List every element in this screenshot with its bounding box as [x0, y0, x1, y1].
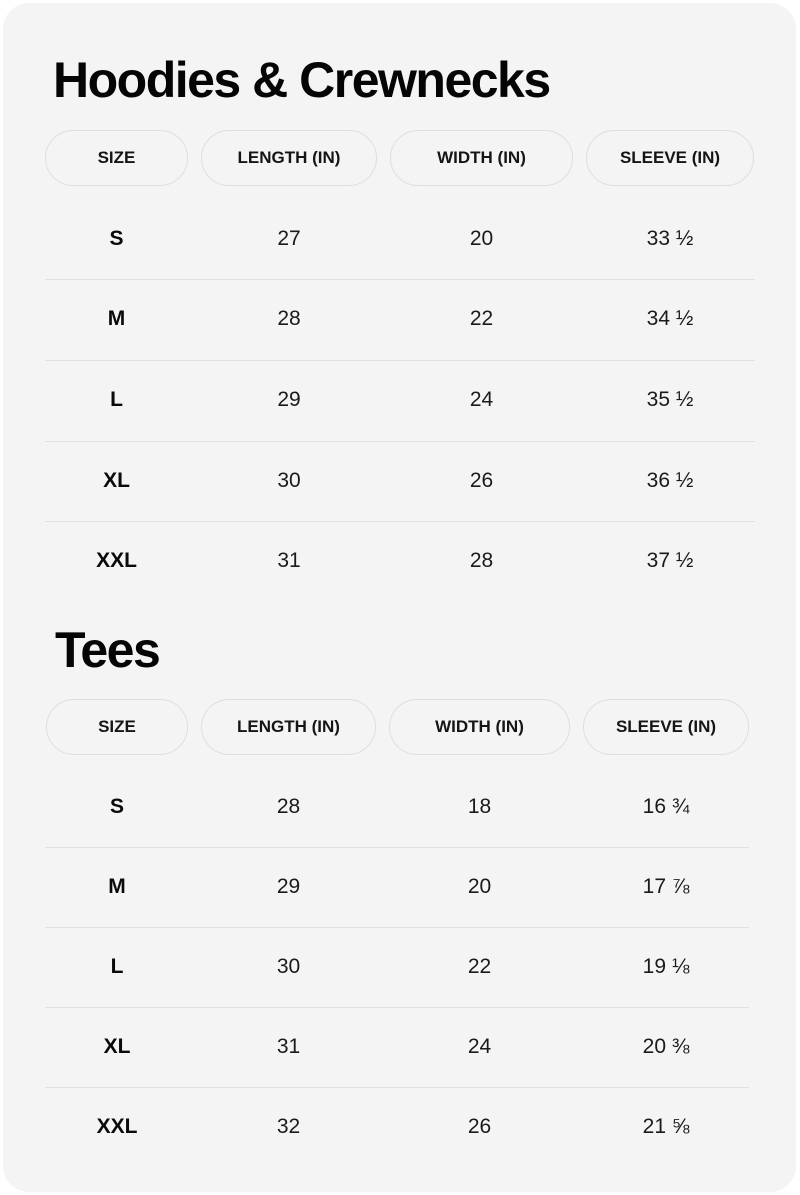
table-row: [45, 927, 749, 1007]
column-header-size: SIZE: [45, 130, 188, 186]
length-cell: 29: [277, 388, 301, 411]
table-row: [45, 279, 755, 359]
width-cell: 28: [469, 549, 494, 572]
table-row: [45, 1087, 749, 1167]
width-cell: 20: [467, 875, 492, 898]
column-header-size: SIZE: [46, 699, 188, 755]
width-cell: 24: [467, 1035, 492, 1058]
column-header-length: LENGTH (IN): [201, 699, 376, 755]
size-cell: M: [108, 875, 126, 898]
table-row: [45, 199, 755, 279]
length-cell: 27: [277, 227, 301, 250]
width-cell: 26: [467, 1115, 492, 1138]
sleeve-cell: 17 ⅞: [642, 875, 690, 898]
length-cell: 31: [277, 549, 301, 572]
size-cell: S: [109, 795, 124, 818]
length-cell: 31: [276, 1035, 301, 1058]
table-row: [45, 441, 755, 521]
size-cell: XL: [103, 1035, 131, 1058]
width-cell: 26: [469, 469, 494, 492]
sleeve-cell: 20 ⅜: [642, 1035, 690, 1058]
length-cell: 32: [276, 1115, 301, 1138]
sleeve-cell: 33 ½: [646, 227, 694, 250]
table-row: [45, 1007, 749, 1087]
width-cell: 22: [469, 307, 494, 330]
sleeve-cell: 19 ⅛: [642, 955, 690, 978]
section-title: Hoodies & Crewnecks: [53, 52, 550, 108]
table-row: [45, 521, 755, 601]
width-cell: 24: [469, 388, 494, 411]
table-row: [45, 360, 755, 440]
sleeve-cell: 37 ½: [646, 549, 694, 572]
width-cell: 20: [469, 227, 494, 250]
size-cell: XL: [103, 469, 130, 492]
sleeve-cell: 16 ¾: [642, 795, 690, 818]
length-cell: 30: [277, 469, 301, 492]
table-row: [45, 767, 749, 847]
sleeve-cell: 34 ½: [646, 307, 694, 330]
table-row: [45, 847, 749, 927]
size-cell: S: [109, 227, 124, 250]
size-cell: XXL: [96, 1115, 138, 1138]
length-cell: 28: [276, 795, 301, 818]
size-cell: L: [110, 955, 124, 978]
size-cell: XXL: [96, 549, 137, 572]
sleeve-cell: 21 ⅝: [642, 1115, 690, 1138]
sleeve-cell: 36 ½: [646, 469, 694, 492]
length-cell: 30: [276, 955, 301, 978]
column-header-width: WIDTH (IN): [389, 699, 570, 755]
size-cell: L: [110, 388, 123, 411]
column-header-width: WIDTH (IN): [390, 130, 573, 186]
column-header-length: LENGTH (IN): [201, 130, 377, 186]
column-header-sleeve: SLEEVE (IN): [583, 699, 749, 755]
sleeve-cell: 35 ½: [646, 388, 694, 411]
column-header-sleeve: SLEEVE (IN): [586, 130, 754, 186]
width-cell: 22: [467, 955, 492, 978]
section-title: Tees: [55, 622, 160, 678]
size-cell: M: [107, 307, 126, 330]
width-cell: 18: [467, 795, 492, 818]
length-cell: 28: [277, 307, 301, 330]
length-cell: 29: [276, 875, 301, 898]
